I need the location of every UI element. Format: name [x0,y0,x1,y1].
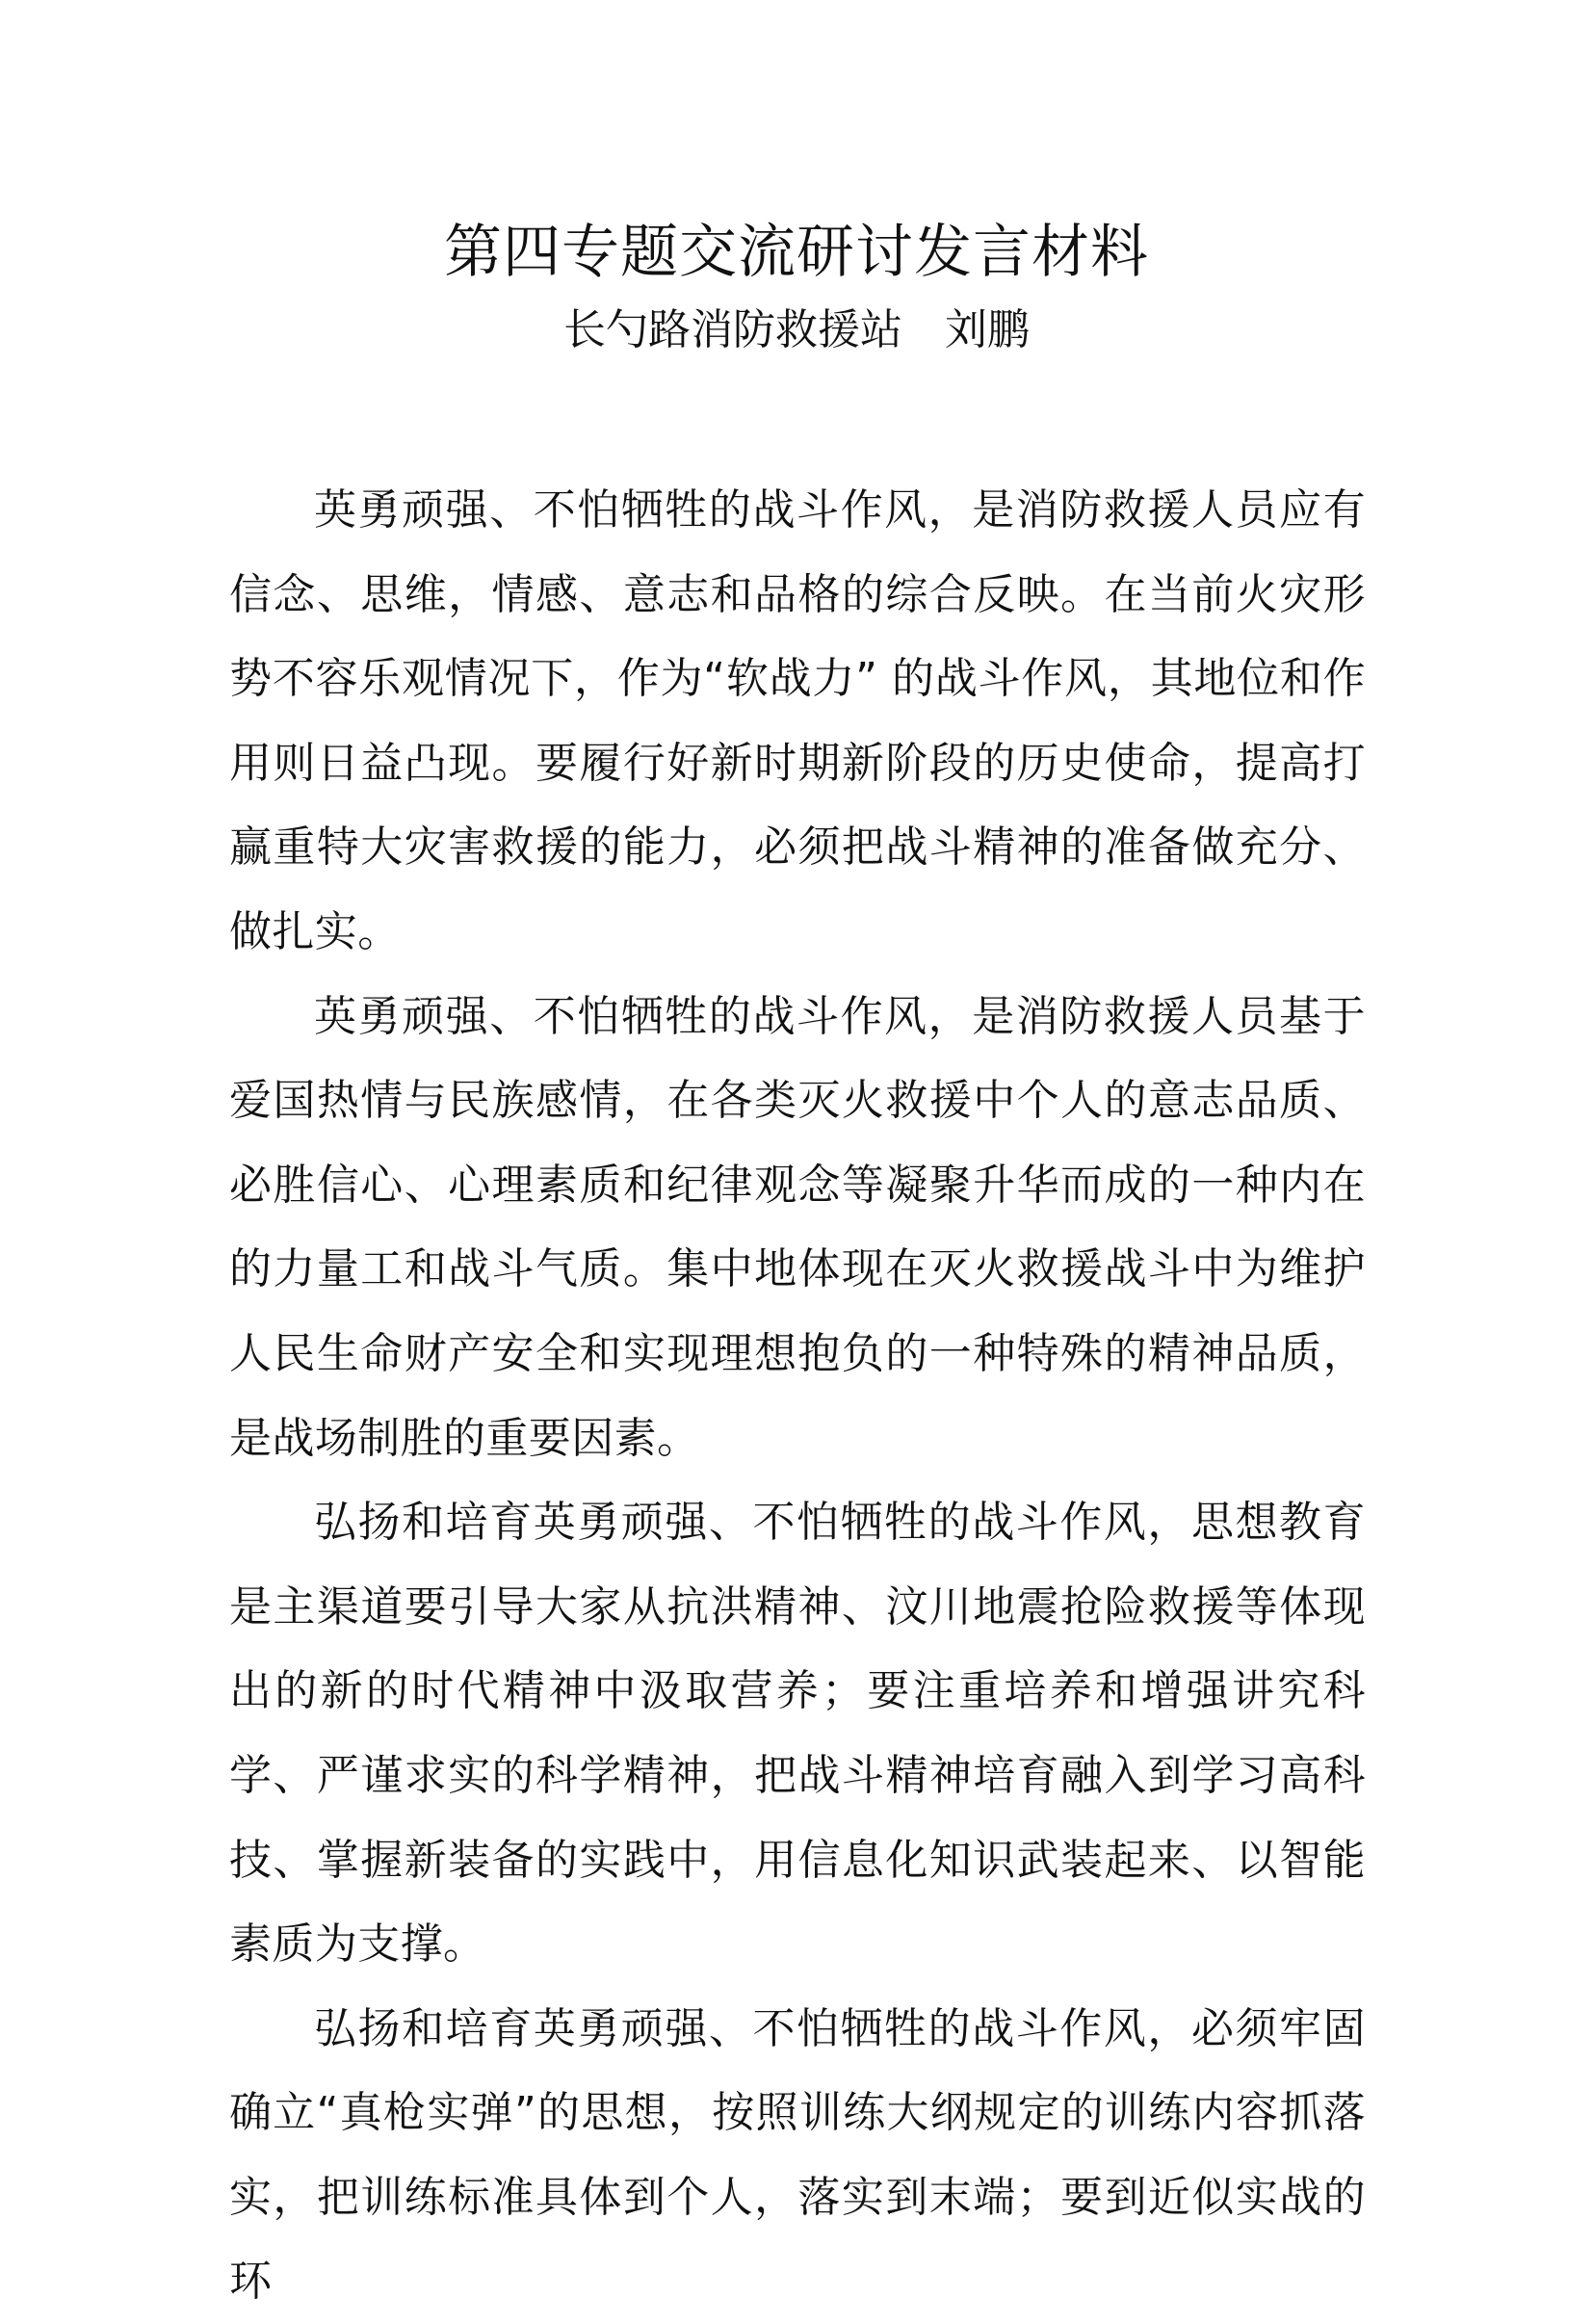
paragraph-3: 弘扬和培育英勇顽强、不怕牺牲的战斗作风，思想教育是主渠道要引导大家从抗洪精神、汶川地震抢险救援等体现出的新的时代精神中汲取营养；要注重培养和增强讲究科学、严谨求实的科学精神，把战斗精神培育融入到学习高科技、掌握新装备的实践中，用信息化知识武装起来、以智能素质为支撑。 [229,1498,1366,1970]
document-title: 第四专题交流研讨发言材料 [444,219,1149,286]
paragraph-4: 弘扬和培育英勇顽强、不怕牺牲的战斗作风，必须牢固确立“真枪实弹”的思想，按照训练大纲规定的训练内容抓落实，把训练标准具体到个人，落实到末端；要到近似实战的环 [229,2003,1366,2307]
paragraph-1: 英勇顽强、不怕牺牲的战斗作风，是消防救援人员应有信念、思维，情感、意志和品格的综合反映。在当前火灾形势不容乐观情况下，作为“软战力” 的战斗作风，其地位和作用则日益凸现。要履行好新时期新阶段的历史使命，提高打赢重特大灾害救援的能力，必须把战斗精神的准备做充分、做扎实。 [229,485,1366,956]
paragraph-2: 英勇顽强、不怕牺牲的战斗作风，是消防救援人员基于爱国热情与民族感情，在各类灭火救援中个人的意志品质、必胜信心、心理素质和纪律观念等凝聚升华而成的一种内在的力量工和战斗气质。集中地体现在灭火救援战斗中为维护人民生命财产安全和实现理想抱负的一种特殊的精神品质，是战场制胜的重要因素。 [229,991,1366,1463]
document-body [229,468,1366,2324]
document-author-line: 长勺路消防救援站 刘鹏 [563,305,1030,354]
